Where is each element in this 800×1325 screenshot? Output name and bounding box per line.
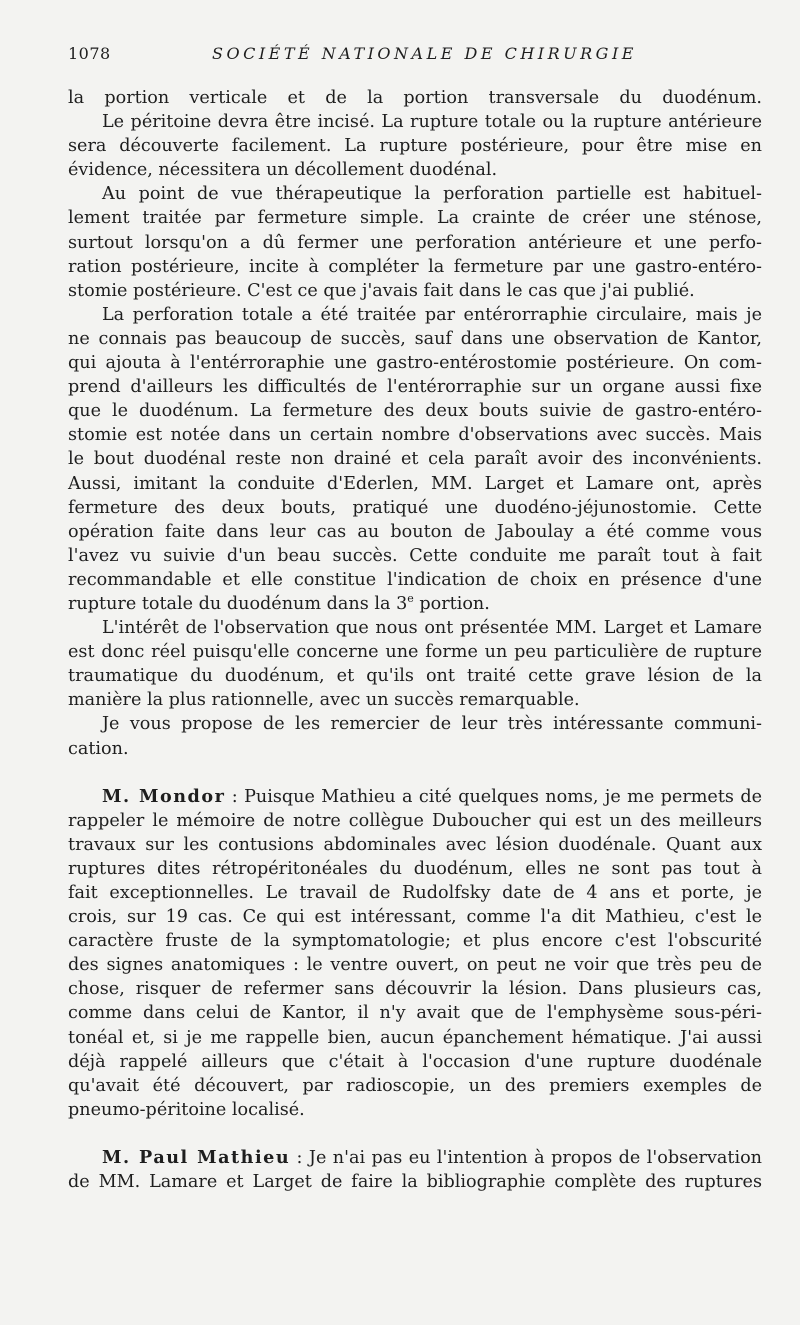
text-line: caractère fruste de la symptomatologie; et plus encore c'est l'obscurité <box>68 931 762 952</box>
speaker-name: M. Mondor <box>102 785 226 807</box>
text-line: rappeler le mémoire de notre collègue Duboucher qui est un des meilleurs <box>68 810 762 831</box>
text-line: ruptures dites rétropéritonéales du duodénum, elles ne sont pas tout à <box>68 858 762 879</box>
text-line: traumatique du duodénum, et qu'ils ont traité cette grave lésion de la <box>68 666 762 687</box>
text-line: prend d'ailleurs les difficultés de l'entérorraphie sur un organe aussi fixe <box>68 377 762 398</box>
text-line: crois, sur 19 cas. Ce qui est intéressant, comme l'a dit Mathieu, c'est le <box>68 907 762 928</box>
text-line: de MM. Lamare et Larget de faire la bibliographie complète des ruptures <box>68 1172 762 1193</box>
body-text <box>68 86 762 1194</box>
running-title: SOCIÉTÉ NATIONALE DE CHIRURGIE <box>212 44 637 63</box>
text-line: Le péritoine devra être incisé. La rupture totale ou la rupture antérieure <box>102 112 762 133</box>
text-line: la portion verticale et de la portion transversale du duodénum. <box>68 88 762 108</box>
text-line: stomie est notée dans un certain nombre d'observations avec succès. Mais <box>68 425 762 446</box>
text-line: stomie postérieure. C'est ce que j'avais fait dans le cas que j'ai publié. <box>68 280 695 301</box>
text-line: des signes anatomiques : le ventre ouvert, on peut ne voir que très peu de <box>68 955 762 976</box>
text-line: M. Paul Mathieu : Je n'ai pas eu l'intention à propos de l'observation <box>102 1146 762 1168</box>
text-line: tonéal et, si je me rappelle bien, aucun épanchement hématique. J'ai aussi <box>68 1027 762 1048</box>
text-line: manière la plus rationnelle, avec un succès remarquable. <box>68 690 580 711</box>
paragraph-gap <box>68 761 762 785</box>
text-line: opération faite dans leur cas au bouton de Jaboulay a été comme vous <box>68 521 762 542</box>
text-line: Au point de vue thérapeutique la perforation partielle est habituel- <box>102 184 762 205</box>
text-line: ration postérieure, incite à compléter la fermeture par une gastro-entéro- <box>68 256 762 277</box>
speaker-name: M. Paul Mathieu <box>102 1146 291 1168</box>
text-line: que le duodénum. La fermeture des deux bouts suivie de gastro-entéro- <box>68 401 762 422</box>
text-line: l'avez vu suivie d'un beau succès. Cette conduite me paraît tout à fait <box>68 545 762 566</box>
text-line: comme dans celui de Kantor, il n'y avait que de l'emphysème sous-péri- <box>68 1003 762 1024</box>
text-line: qui ajouta à l'entérroraphie une gastro-entérostomie postérieure. On com- <box>68 353 762 374</box>
text-line: travaux sur les contusions abdominales avec lésion duodénale. Quant aux <box>68 834 762 855</box>
text-line: déjà rappelé ailleurs que c'était à l'occasion d'une rupture duodénale <box>68 1051 762 1072</box>
superscript: e <box>407 592 414 606</box>
text-line: Aussi, imitant la conduite d'Ederlen, MM. Larget et Lamare ont, après <box>68 473 762 494</box>
text-line: cation. <box>68 738 129 759</box>
text-line: rupture totale du duodénum dans la 3e portion. <box>68 592 490 614</box>
text-line: évidence, nécessitera un décollement duodénal. <box>68 160 498 181</box>
text-line: qu'avait été découvert, par radioscopie, un des premiers exemples de <box>68 1075 762 1096</box>
text-line: La perforation totale a été traitée par entérorraphie circulaire, mais je <box>102 304 762 325</box>
text-line: pneumo-péritoine localisé. <box>68 1099 305 1120</box>
text-line: lement traitée par fermeture simple. La crainte de créer une sténose, <box>68 208 762 229</box>
text-line: ne connais pas beaucoup de succès, sauf dans une observation de Kantor, <box>68 328 762 349</box>
text-line: chose, risquer de refermer sans découvrir la lésion. Dans plusieurs cas, <box>68 979 762 1000</box>
text-line: fait exceptionnelles. Le travail de Rudolfsky date de 4 ans et porte, je <box>68 883 762 903</box>
page-number: 1078 <box>68 44 111 63</box>
text-line: M. Mondor : Puisque Mathieu a cité quelques noms, je me permets de <box>102 785 762 807</box>
text-line: surtout lorsqu'on a dû fermer une perforation antérieure et une perfo- <box>68 232 762 253</box>
text-line: est donc réel puisqu'elle concerne une forme un peu particulière de rupture <box>68 642 762 663</box>
text-line: recommandable et elle constitue l'indication de choix en présence d'une <box>68 569 762 590</box>
running-header <box>68 44 768 66</box>
text-line: le bout duodénal reste non drainé et cela paraît avoir des inconvénients. <box>68 449 762 470</box>
text-line: sera découverte facilement. La rupture postérieure, pour être mise en <box>68 136 762 157</box>
paragraph-gap <box>68 1122 762 1146</box>
text-line: Je vous propose de les remercier de leur très intéressante communi- <box>102 714 762 735</box>
text-line: L'intérêt de l'observation que nous ont présentée MM. Larget et Lamare <box>102 618 762 639</box>
text-line: fermeture des deux bouts, pratiqué une duodéno-jéjunostomie. Cette <box>68 497 762 518</box>
